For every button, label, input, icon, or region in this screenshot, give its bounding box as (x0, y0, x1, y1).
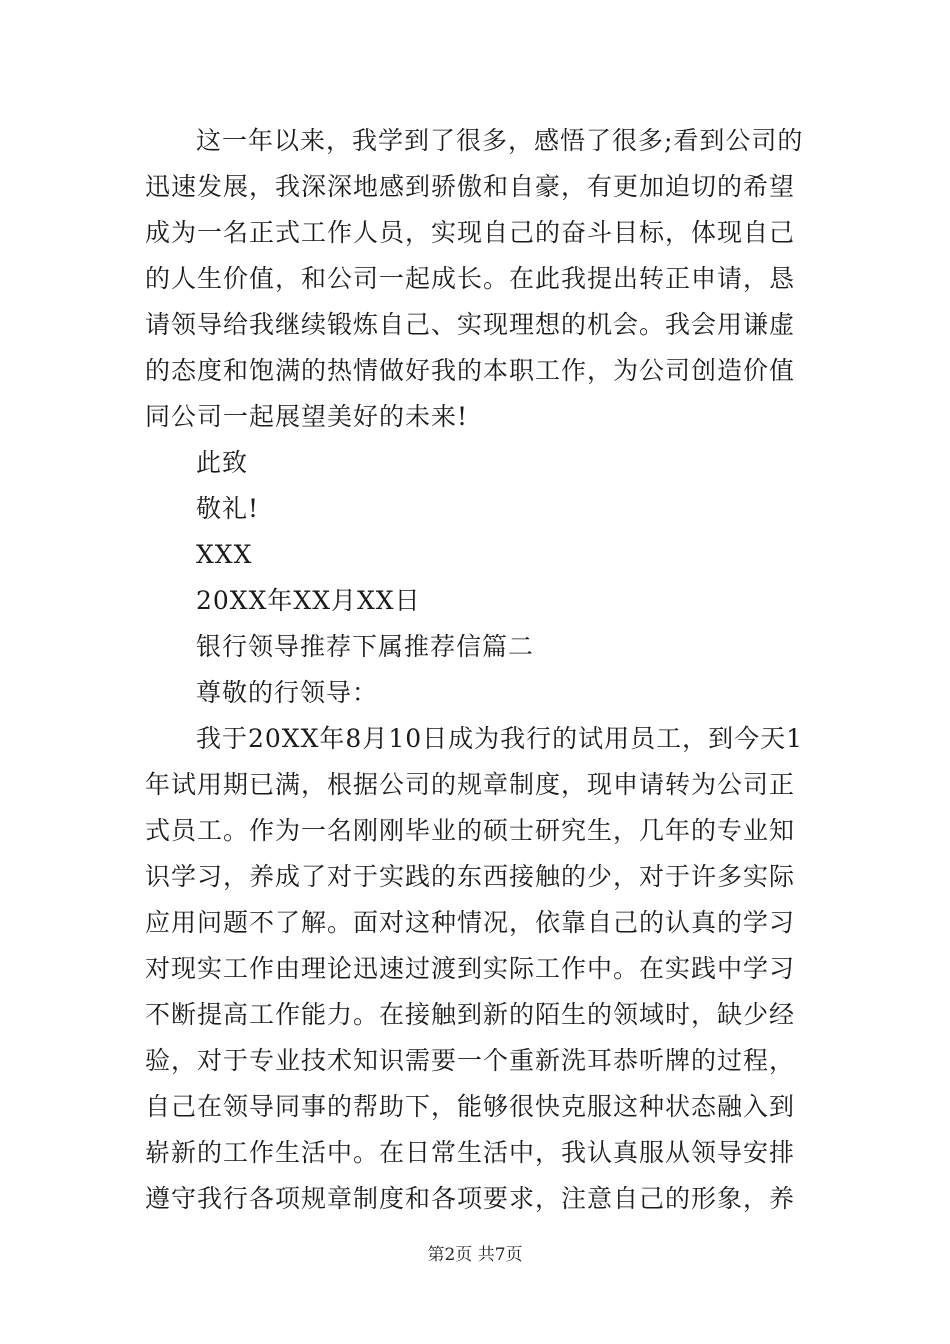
paragraph-line: 我于20XX年8月10日成为我行的试用员工，到今天1 (196, 724, 804, 753)
paragraph-line: 识学习，养成了对于实践的东西接触的少，对于许多实际 (145, 862, 796, 891)
paragraph-line: 式员工。作为一名刚刚毕业的硕士研究生，几年的专业知 (145, 816, 796, 845)
date-line: 20XX年XX月XX日 (196, 586, 421, 615)
greeting: 尊敬的行领导： (196, 678, 379, 707)
paragraph-line: 这一年以来，我学到了很多，感悟了很多;看到公司的 (196, 126, 804, 155)
salutation-line: 此致 (196, 448, 249, 477)
page-number-footer: 第2页 共7页 (427, 1245, 523, 1265)
paragraph-line: 年试用期已满，根据公司的规章制度，现申请转为公司正 (145, 770, 796, 799)
signature: XXX (196, 540, 253, 569)
section-title: 银行领导推荐下属推荐信篇二 (196, 632, 535, 661)
paragraph-line: 对现实工作由理论迅速过渡到实际工作中。在实践中学习 (145, 954, 796, 983)
paragraph-line: 迅速发展，我深深地感到骄傲和自豪，有更加迫切的希望 (145, 172, 796, 201)
paragraph-line: 的态度和饱满的热情做好我的本职工作，为公司创造价值 (145, 356, 796, 385)
paragraph-line: 遵守我行各项规章制度和各项要求，注意自己的形象，养 (145, 1184, 796, 1213)
paragraph-line: 请领导给我继续锻炼自己、实现理想的机会。我会用谦虚 (145, 310, 796, 339)
paragraph-line: 崭新的工作生活中。在日常生活中，我认真服从领导安排 (145, 1138, 796, 1167)
paragraph-line: 的人生价值，和公司一起成长。在此我提出转正申请，恳 (145, 264, 796, 293)
paragraph-line: 应用问题不了解。面对这种情况，依靠自己的认真的学习 (145, 908, 796, 937)
paragraph-line: 验，对于专业技术知识需要一个重新洗耳恭听牌的过程， (145, 1046, 796, 1075)
paragraph-line: 不断提高工作能力。在接触到新的陌生的领域时，缺少经 (145, 1000, 796, 1029)
paragraph-line: 成为一名正式工作人员，实现自己的奋斗目标，体现自己 (145, 218, 796, 247)
salutation-line: 敬礼! (196, 494, 260, 523)
paragraph-line: 同公司一起展望美好的未来! (145, 402, 469, 431)
paragraph-line: 自己在领导同事的帮助下，能够很快克服这种状态融入到 (145, 1092, 796, 1121)
